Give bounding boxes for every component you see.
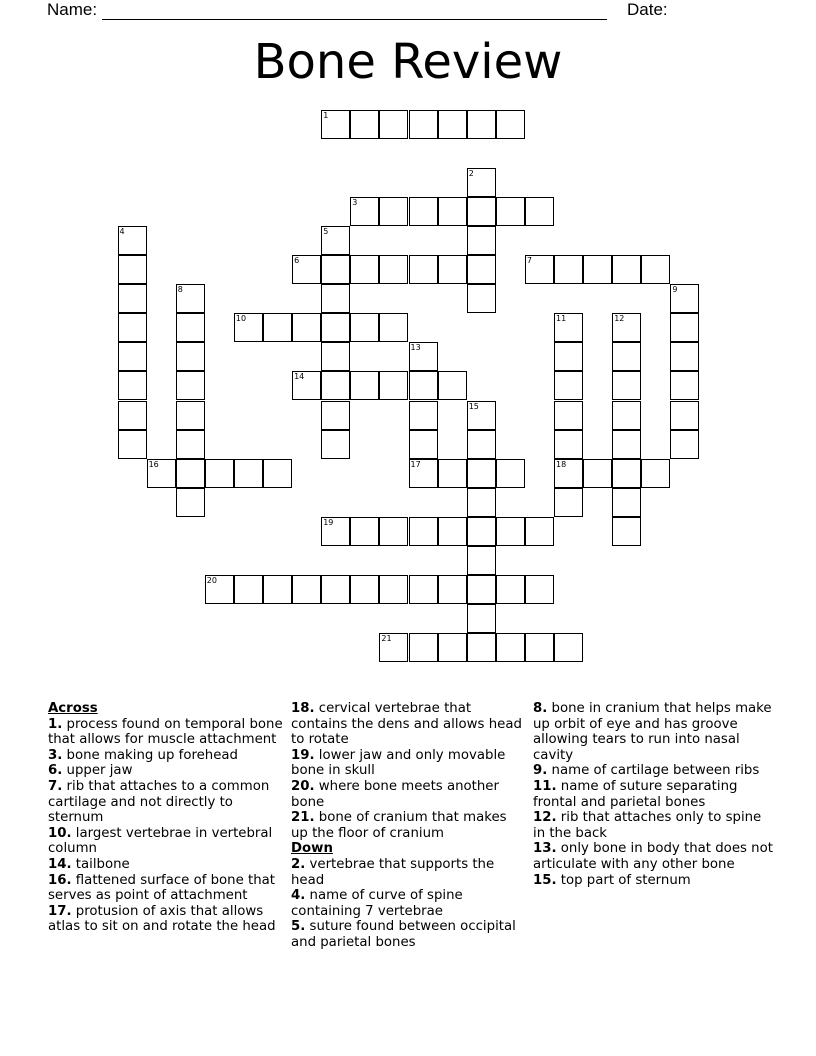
- cell-number: 3: [352, 197, 358, 207]
- clue-number: 9.: [533, 763, 548, 779]
- crossword-cell[interactable]: [350, 517, 379, 546]
- crossword-cell[interactable]: [379, 633, 408, 662]
- clue-text: vertebrae that supports the head: [291, 856, 495, 888]
- crossword-cell[interactable]: [612, 313, 641, 342]
- crossword-cell[interactable]: [525, 197, 554, 226]
- clue-number: 18.: [291, 701, 315, 716]
- clue-number: 4.: [291, 888, 306, 904]
- crossword-cell[interactable]: [467, 459, 496, 488]
- crossword-cell[interactable]: [321, 371, 350, 400]
- clue-number: 11.: [533, 778, 557, 794]
- crossword-cell[interactable]: [118, 342, 147, 371]
- clue-number: 16.: [48, 872, 72, 888]
- clue-number: 1.: [48, 716, 63, 732]
- clue-text: bone in cranium that helps make up orbit of eye and has groove allowing tears to run into nasal cavity: [533, 701, 772, 763]
- crossword-cell[interactable]: [409, 430, 438, 459]
- cell-number: 7: [526, 256, 532, 265]
- cell-number: 20: [206, 576, 217, 586]
- clue-number: 2.: [291, 856, 306, 872]
- clue-item: [291, 919, 527, 950]
- clue-item: [48, 717, 284, 748]
- crossword-cell[interactable]: [379, 255, 408, 284]
- clue-text: tailbone: [71, 856, 130, 872]
- cell-number: 8: [177, 285, 183, 295]
- cell-number: 2: [468, 168, 474, 178]
- clue-item: [533, 873, 773, 889]
- crossword-cell[interactable]: [118, 401, 147, 430]
- crossword-cell[interactable]: [670, 430, 699, 459]
- crossword-cell[interactable]: [554, 459, 583, 488]
- crossword-cell[interactable]: [467, 255, 496, 284]
- crossword-cell[interactable]: [234, 459, 263, 488]
- crossword-cell[interactable]: [321, 313, 350, 342]
- crossword-cell[interactable]: [467, 488, 496, 517]
- crossword-cell[interactable]: [350, 110, 379, 139]
- crossword-cell[interactable]: [205, 459, 234, 488]
- clue-item: [48, 748, 284, 764]
- crossword-cell[interactable]: [409, 401, 438, 430]
- clue-item: [291, 857, 527, 888]
- clue-text: upper jaw: [62, 763, 133, 779]
- crossword-cell[interactable]: [379, 197, 408, 226]
- clue-item: [48, 779, 284, 826]
- crossword-cell[interactable]: [612, 342, 641, 371]
- crossword-cell[interactable]: [496, 575, 525, 604]
- crossword-cell[interactable]: [176, 401, 205, 430]
- clue-text: protusion of axis that allows atlas to sit on and rotate the head: [48, 903, 276, 935]
- clue-number: 15.: [533, 872, 557, 888]
- crossword-cell[interactable]: [118, 430, 147, 459]
- clue-number: 10.: [48, 825, 72, 841]
- crossword-cell[interactable]: [670, 313, 699, 342]
- crossword-cell[interactable]: [467, 284, 496, 313]
- crossword-cell[interactable]: [496, 197, 525, 226]
- cell-number: 14: [294, 372, 305, 382]
- crossword-cell[interactable]: [554, 371, 583, 400]
- clue-text: name of suture separating frontal and parietal bones: [533, 778, 738, 810]
- crossword-cell[interactable]: [612, 517, 641, 546]
- cell-number: 5: [323, 226, 329, 236]
- clue-text: rib that attaches only to spine in the back: [533, 810, 762, 841]
- crossword-cell[interactable]: [176, 371, 205, 400]
- crossword-cell[interactable]: [176, 430, 205, 459]
- clue-item: [533, 841, 773, 872]
- crossword-cell[interactable]: [350, 255, 379, 284]
- crossword-cell[interactable]: [554, 488, 583, 517]
- clue-item: [533, 763, 773, 779]
- crossword-cell[interactable]: [612, 488, 641, 517]
- clue-text: cervical vertebrae that contains the dens and allows head to rotate: [291, 701, 522, 748]
- across-heading: Across: [48, 701, 98, 716]
- crossword-cell[interactable]: [409, 459, 438, 488]
- cell-number: 10: [235, 314, 247, 324]
- clue-item: [48, 826, 284, 857]
- crossword-cell[interactable]: [612, 430, 641, 459]
- clue-text: name of curve of spine containing 7 vertebrae: [291, 888, 463, 919]
- crossword-cell[interactable]: [176, 459, 205, 488]
- crossword-cell[interactable]: [525, 633, 554, 662]
- down-heading: Down: [291, 841, 333, 857]
- crossword-cell[interactable]: [321, 342, 350, 371]
- crossword-cell[interactable]: [554, 401, 583, 430]
- cell-number: 6: [294, 256, 300, 265]
- clue-text: top part of sternum: [556, 872, 691, 888]
- crossword-cell[interactable]: [176, 313, 205, 342]
- crossword-cell[interactable]: [554, 313, 583, 342]
- cell-number: 16: [148, 459, 159, 469]
- clue-number: 21.: [291, 810, 315, 826]
- crossword-cell[interactable]: [118, 313, 147, 342]
- crossword-cell[interactable]: [467, 546, 496, 575]
- crossword-cell[interactable]: [234, 575, 263, 604]
- crossword-cell[interactable]: [350, 371, 379, 400]
- crossword-cell[interactable]: [292, 371, 321, 400]
- crossword-cell[interactable]: [118, 226, 147, 255]
- clues-column-1: [48, 701, 284, 935]
- crossword-cell[interactable]: [554, 342, 583, 371]
- crossword-cell[interactable]: [554, 633, 583, 662]
- crossword-cell[interactable]: [670, 371, 699, 400]
- crossword-cell[interactable]: [409, 517, 438, 546]
- crossword-cell[interactable]: [438, 575, 467, 604]
- crossword-cell[interactable]: [292, 313, 321, 342]
- crossword-cell[interactable]: [467, 430, 496, 459]
- crossword-cell[interactable]: [409, 633, 438, 662]
- clue-text: where bone meets another bone: [291, 778, 499, 810]
- cell-number: 21: [381, 634, 392, 644]
- clue-item: [48, 904, 284, 935]
- clue-text: largest vertebrae in vertebral column: [48, 825, 273, 857]
- crossword-cell[interactable]: [496, 110, 525, 139]
- name-label: Name:: [47, 0, 98, 19]
- crossword-cell[interactable]: [176, 284, 205, 313]
- crossword-cell[interactable]: [350, 313, 379, 342]
- crossword-cell[interactable]: [583, 459, 612, 488]
- clue-text: only bone in body that does not articulate with any other bone: [533, 841, 773, 872]
- clue-item: [291, 888, 527, 919]
- clue-text: name of cartilage between ribs: [547, 763, 760, 779]
- crossword-cell[interactable]: [350, 197, 379, 226]
- crossword-cell[interactable]: [670, 342, 699, 371]
- clues-column-3: [533, 701, 773, 888]
- crossword-cell[interactable]: [118, 371, 147, 400]
- cell-number: 17: [410, 459, 421, 469]
- clue-number: 7.: [48, 778, 63, 794]
- clue-item: [533, 779, 773, 810]
- clue-number: 6.: [48, 763, 63, 779]
- crossword-cell[interactable]: [176, 342, 205, 371]
- cell-number: 1: [323, 110, 329, 120]
- crossword-cell[interactable]: [147, 459, 176, 488]
- crossword-cell[interactable]: [467, 517, 496, 546]
- crossword-cell[interactable]: [292, 575, 321, 604]
- crossword-cell[interactable]: [670, 284, 699, 313]
- crossword-cell[interactable]: [641, 255, 670, 284]
- clue-text: suture found between occipital and parietal bones: [291, 919, 516, 950]
- clue-item: [291, 701, 527, 748]
- crossword-cell[interactable]: [409, 342, 438, 371]
- crossword-cell[interactable]: [118, 255, 147, 284]
- crossword-cell[interactable]: [118, 284, 147, 313]
- cell-number: 4: [119, 226, 125, 236]
- crossword-cell[interactable]: [670, 401, 699, 430]
- crossword-cell[interactable]: [554, 255, 583, 284]
- crossword-cell[interactable]: [467, 226, 496, 255]
- clue-item: [291, 779, 527, 810]
- date-label: Date:: [627, 0, 668, 19]
- crossword-cell[interactable]: [438, 517, 467, 546]
- crossword-cell[interactable]: [263, 575, 292, 604]
- clue-item: [48, 857, 284, 873]
- crossword-cell[interactable]: [496, 517, 525, 546]
- cell-number: 9: [672, 285, 678, 295]
- crossword-cell[interactable]: [409, 197, 438, 226]
- crossword-cell[interactable]: [467, 633, 496, 662]
- clue-item: [533, 810, 773, 841]
- crossword-cell[interactable]: [321, 575, 350, 604]
- crossword-cell[interactable]: [263, 459, 292, 488]
- clue-text: lower jaw and only movable bone in skull: [291, 747, 506, 779]
- crossword-cell[interactable]: [496, 459, 525, 488]
- crossword-cell[interactable]: [583, 255, 612, 284]
- clue-number: 13.: [533, 841, 557, 857]
- crossword-cell[interactable]: [321, 517, 350, 546]
- crossword-cell[interactable]: [467, 604, 496, 633]
- clue-text: process found on temporal bone that allows for muscle attachment: [48, 716, 283, 748]
- clue-text: bone of cranium that makes up the floor of cranium: [291, 810, 507, 841]
- crossword-cell[interactable]: [409, 110, 438, 139]
- crossword-cell[interactable]: [467, 575, 496, 604]
- crossword-cell[interactable]: [467, 401, 496, 430]
- crossword-cell[interactable]: [438, 459, 467, 488]
- cell-number: 19: [323, 517, 334, 527]
- crossword-cell[interactable]: [292, 255, 321, 284]
- cell-number: 12: [614, 314, 625, 324]
- crossword-cell[interactable]: [321, 226, 350, 255]
- crossword-cell[interactable]: [176, 488, 205, 517]
- crossword-cell[interactable]: [409, 255, 438, 284]
- crossword-cell[interactable]: [379, 575, 408, 604]
- cell-number: 11: [556, 314, 567, 324]
- crossword-cell[interactable]: [263, 313, 292, 342]
- crossword-cell[interactable]: [321, 110, 350, 139]
- crossword-cell[interactable]: [350, 575, 379, 604]
- clue-item: [533, 701, 773, 763]
- clue-text: bone making up forehead: [62, 747, 239, 763]
- crossword-cell[interactable]: [438, 255, 467, 284]
- crossword-cell[interactable]: [641, 459, 670, 488]
- crossword-cell[interactable]: [379, 313, 408, 342]
- clues-column-2: [291, 701, 527, 951]
- crossword-cell[interactable]: [612, 459, 641, 488]
- crossword-cell[interactable]: [321, 255, 350, 284]
- crossword-cell[interactable]: [467, 110, 496, 139]
- clue-number: 17.: [48, 903, 72, 919]
- clue-item: [291, 748, 527, 779]
- cell-number: 13: [410, 343, 421, 353]
- crossword-cell[interactable]: [321, 401, 350, 430]
- crossword-cell[interactable]: [438, 197, 467, 226]
- clue-item: [291, 810, 527, 841]
- clue-number: 3.: [48, 747, 63, 763]
- crossword-cell[interactable]: [379, 517, 408, 546]
- crossword-cell[interactable]: [612, 371, 641, 400]
- crossword-cell[interactable]: [438, 110, 467, 139]
- clue-number: 5.: [291, 919, 306, 935]
- clue-number: 14.: [48, 856, 72, 872]
- clue-text: rib that attaches to a common cartilage and not directly to sternum: [48, 778, 270, 826]
- clue-item: [48, 763, 284, 779]
- crossword-cell[interactable]: [525, 255, 554, 284]
- crossword-cell[interactable]: [321, 284, 350, 313]
- crossword-cell[interactable]: [438, 633, 467, 662]
- clue-item: [48, 873, 284, 904]
- crossword-cell[interactable]: [379, 110, 408, 139]
- crossword-cell[interactable]: [467, 197, 496, 226]
- crossword-cell[interactable]: [438, 371, 467, 400]
- crossword-cell[interactable]: [321, 430, 350, 459]
- crossword-cell[interactable]: [525, 517, 554, 546]
- crossword-cell[interactable]: [409, 371, 438, 400]
- cell-number: 18: [556, 459, 567, 469]
- clue-number: 8.: [533, 701, 548, 716]
- clue-number: 20.: [291, 778, 315, 794]
- crossword-cell[interactable]: [234, 313, 263, 342]
- crossword-cell[interactable]: [467, 168, 496, 197]
- clue-text: flattened surface of bone that serves as point of attachment: [48, 872, 276, 904]
- crossword-cell[interactable]: [612, 401, 641, 430]
- cell-number: 15: [468, 401, 479, 411]
- crossword-cell[interactable]: [554, 430, 583, 459]
- crossword-cell[interactable]: [205, 575, 234, 604]
- crossword-cell[interactable]: [379, 371, 408, 400]
- crossword-cell[interactable]: [525, 575, 554, 604]
- clue-number: 12.: [533, 810, 557, 826]
- crossword-cell[interactable]: [496, 633, 525, 662]
- page-title: Bone Review: [253, 34, 563, 90]
- clue-number: 19.: [291, 747, 315, 763]
- crossword-cell[interactable]: [409, 575, 438, 604]
- crossword-cell[interactable]: [612, 255, 641, 284]
